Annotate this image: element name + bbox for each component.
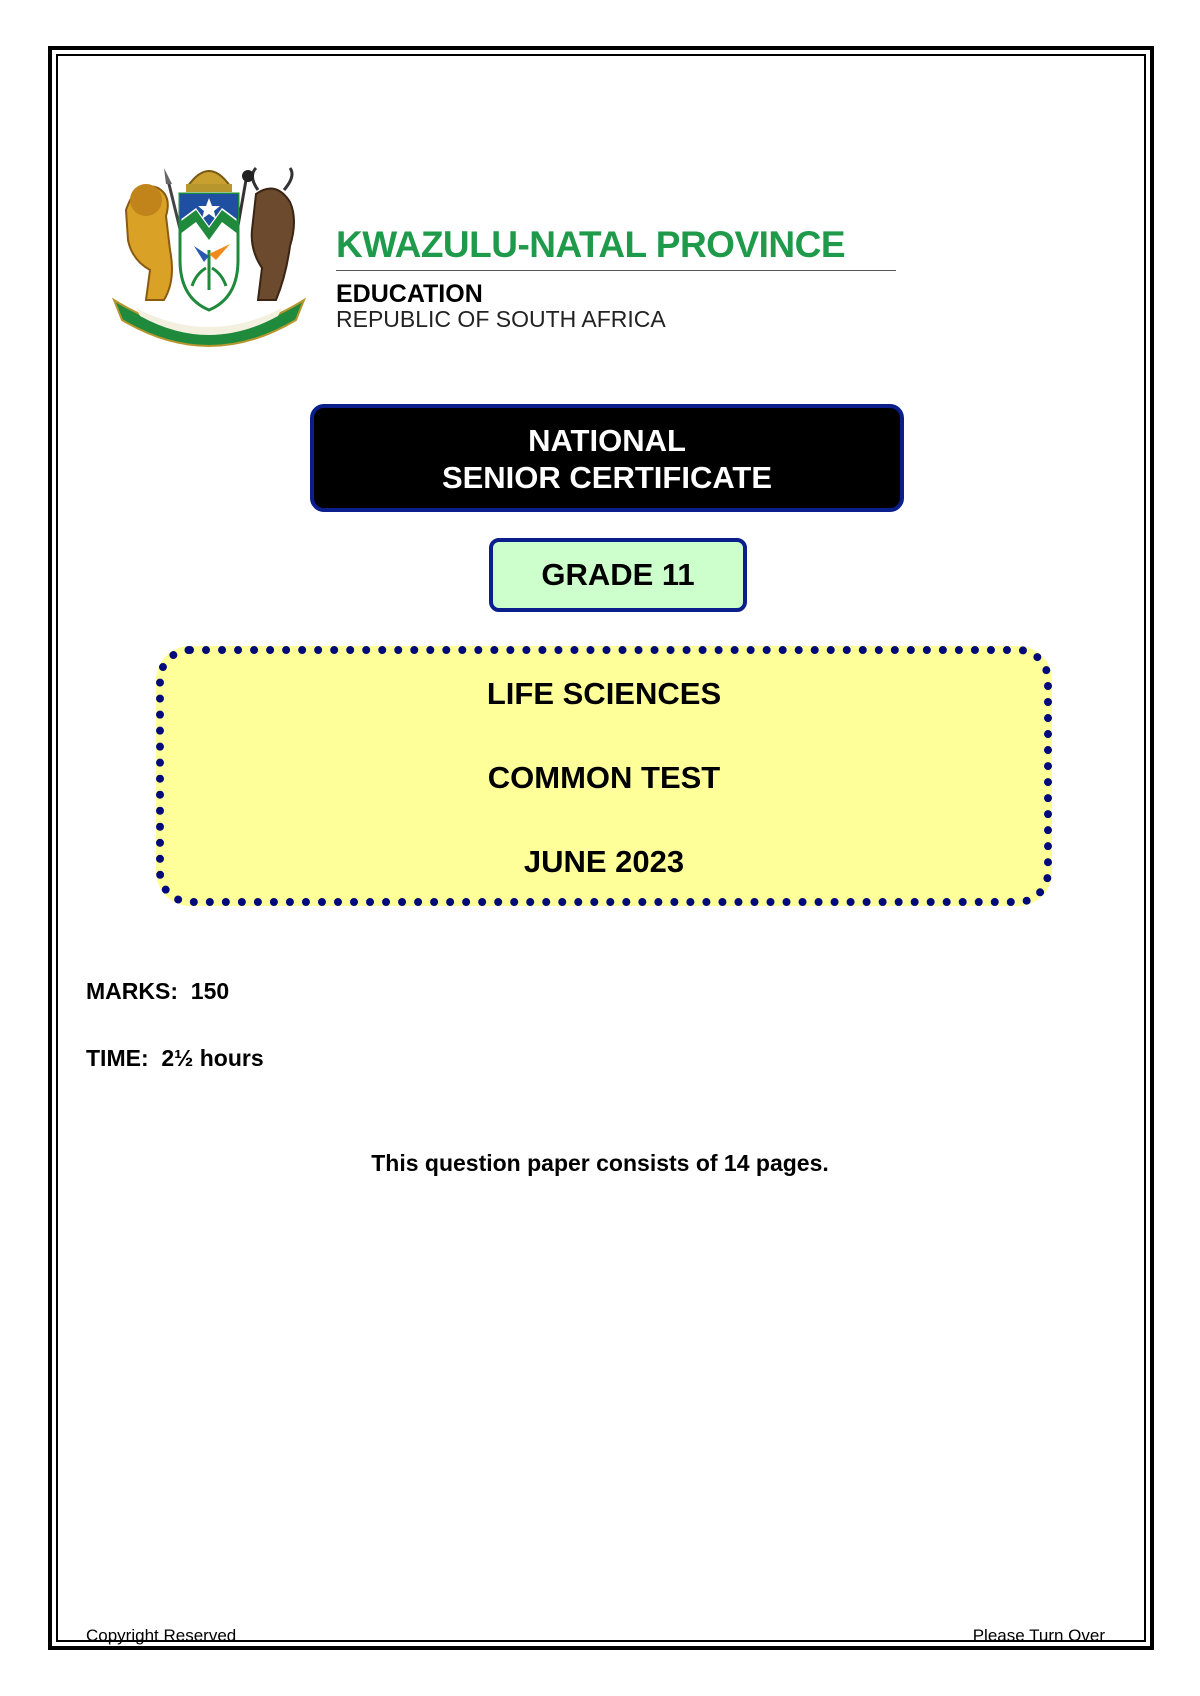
coat-of-arms-icon bbox=[106, 150, 312, 354]
subject-panel bbox=[156, 646, 1052, 906]
test-type: COMMON TEST bbox=[487, 760, 721, 795]
province-title: KWAZULU-NATAL PROVINCE bbox=[336, 224, 846, 265]
country-name: REPUBLIC OF SOUTH AFRICA bbox=[336, 306, 666, 332]
time-value: 2½ hours bbox=[161, 1045, 264, 1071]
time-label: TIME: bbox=[86, 1045, 149, 1071]
grade-badge: GRADE 11 bbox=[489, 538, 747, 612]
certificate-line-1: NATIONAL bbox=[528, 423, 686, 458]
certificate-banner bbox=[310, 404, 904, 512]
marks-value: 150 bbox=[190, 978, 230, 1004]
marks-line bbox=[86, 978, 229, 1005]
certificate-line-2: SENIOR CERTIFICATE bbox=[441, 460, 773, 495]
header-divider bbox=[336, 270, 896, 271]
subject-name: LIFE SCIENCES bbox=[486, 676, 722, 711]
page-count-note: This question paper consists of 14 pages. bbox=[371, 1150, 829, 1176]
footer-turn-over: Please Turn Over bbox=[972, 1626, 1105, 1645]
time-line bbox=[86, 1045, 264, 1072]
footer-copyright: Copyright Reserved bbox=[86, 1626, 237, 1645]
test-session: JUNE 2023 bbox=[523, 844, 685, 879]
department-name: EDUCATION bbox=[336, 280, 483, 308]
marks-label: MARKS: bbox=[86, 978, 178, 1004]
